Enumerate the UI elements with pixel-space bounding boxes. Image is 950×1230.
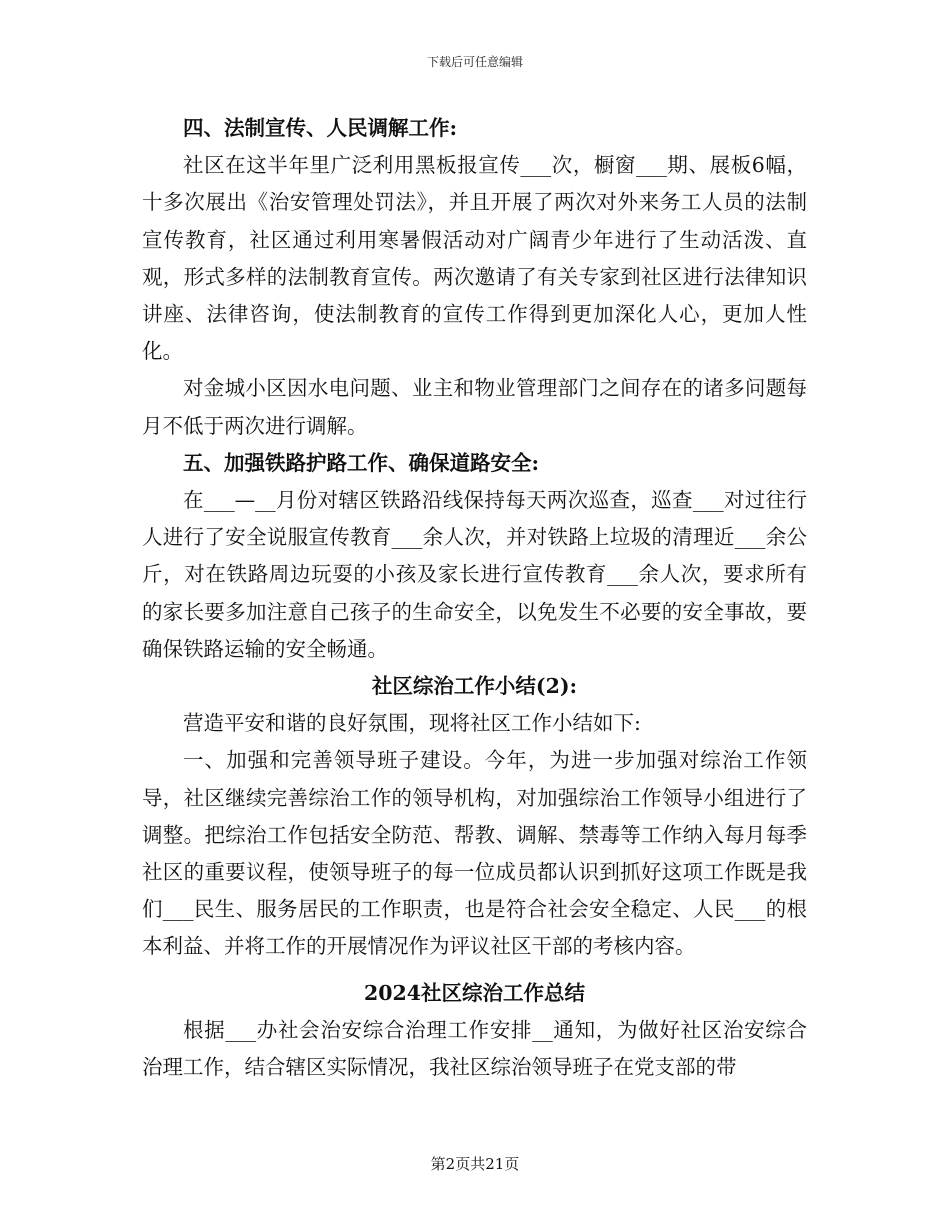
section-heading-railway-safety: 五、加强铁路护路工作、确保道路安全: [183,450,540,475]
page-header: 下载后可任意编辑 [426,55,523,69]
paragraph: 一、加强和完善领导班子建设。今年，为进一步加强对综治工作领导，社区继续完善综治工作的领导机构，对加强综治工作领导小组进行了调整。把综治工作包括安全防范、帮教、调解、禁毒等工作纳入每月每季社区的重要议程，使领导班子的每一位成员都认识到抓好这项工作既是我们___民生、服务居民的工作职责，也是符合社会安全稳定、人民___的根本利益、并将工作的开展情况作为评议社区干部的考核内容。 [142,748,807,959]
paragraph: 对金城小区因水电问题、业主和物业管理部门之间存在的诸多问题每月不低于两次进行调解。 [142,376,807,438]
page-number: 第2页共21页 [430,1155,520,1173]
paragraph: 营造平安和谐的良好氛围，现将社区工作小结如下: [183,711,641,736]
paragraph: 社区在这半年里广泛利用黑板报宣传___次，橱窗___期、展板6幅，十多次展出《治安管理处罚法》，并且开展了两次对外来务工人员的法制宣传教育，社区通过利用寒暑假活动对广阔青少年进行了生动活泼、直观，形式多样的法制教育宣传。两次邀请了有关专家到社区进行法律知识讲座、法律咨询，使法制教育的宣传工作得到更加深化人心，更加人性化。 [142,153,807,364]
section-heading-legal-publicity: 四、法制宣传、人民调解工作: [183,116,458,140]
section-title-2024-summary: 2024社区综治工作总结 [363,980,586,1005]
paragraph: 根据___办社会治安综合治理工作安排__通知，为做好社区治安综合治理工作，结合辖区实际情况，我社区综治领导班子在党支部的带 [142,1017,807,1080]
document-body [142,110,807,1086]
section-title-summary-2: 社区综治工作小结(2): [371,674,578,699]
paragraph: 在___—__月份对辖区铁路沿线保持每天两次巡查，巡查___对过往行人进行了安全说服宣传教育___余人次，并对铁路上垃圾的清理近___余公斤，对在铁路周边玩耍的小孩及家长进行宣传教育___余人次，要求所有的家长要多加注意自己孩子的生命安全，以免发生不必要的安全事故，要确保铁路运输的安全畅通。 [142,488,807,661]
